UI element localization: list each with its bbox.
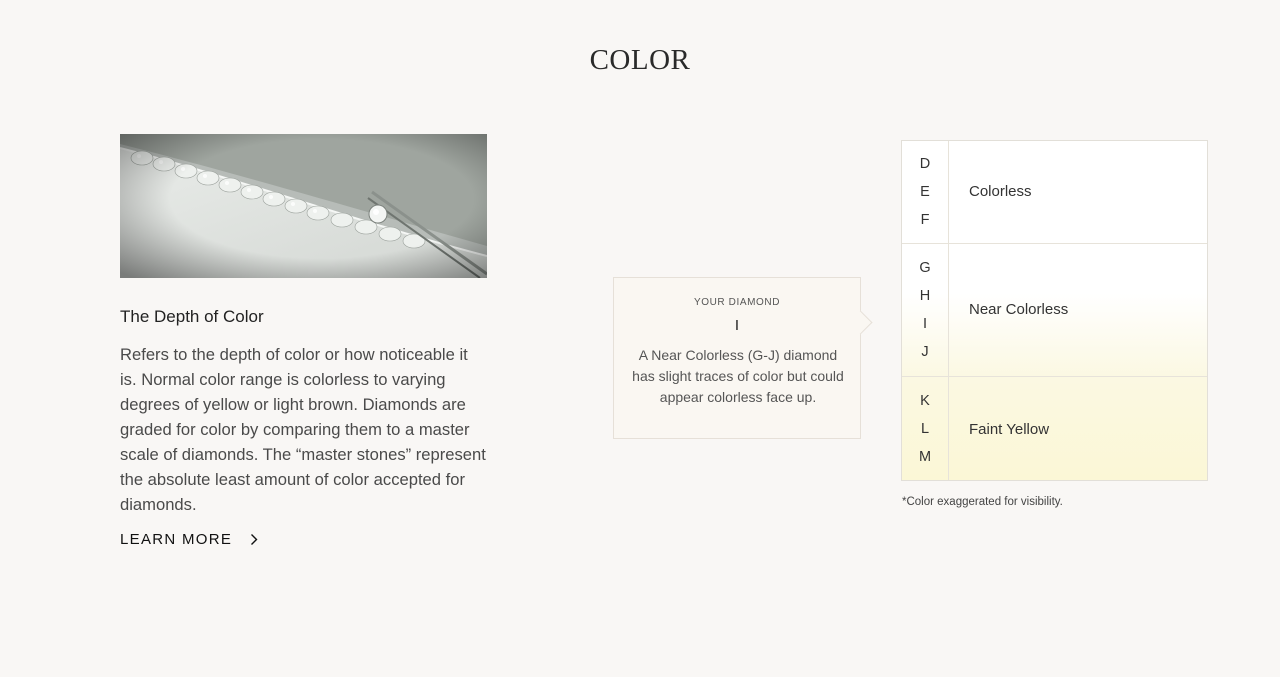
diamond-photo-illustration bbox=[120, 134, 487, 278]
grade-i: I bbox=[922, 316, 928, 332]
band-grades bbox=[902, 254, 948, 366]
scale-band-colorless bbox=[902, 141, 1207, 243]
grade-h: H bbox=[919, 288, 931, 304]
section-heading: The Depth of Color bbox=[120, 307, 264, 326]
scale-band-faint-yellow bbox=[902, 376, 1207, 480]
your-diamond-grade: I bbox=[734, 317, 740, 334]
band-grades bbox=[902, 387, 948, 471]
band-name: Near Colorless bbox=[969, 301, 1069, 318]
grade-g: G bbox=[919, 260, 931, 276]
scale-band-near-colorless bbox=[902, 243, 1207, 376]
your-diamond-description: A Near Colorless (G-J) diamond has slight traces of color but could appear colorless face up. bbox=[632, 347, 844, 405]
grade-e: E bbox=[920, 184, 930, 200]
color-footnote: *Color exaggerated for visibility. bbox=[902, 496, 1063, 508]
learn-more-label: LEARN MORE bbox=[120, 531, 233, 548]
grade-f: F bbox=[920, 212, 930, 228]
band-grades bbox=[902, 150, 948, 234]
learn-more-link[interactable] bbox=[120, 531, 258, 548]
grade-m: M bbox=[918, 449, 932, 465]
band-name: Colorless bbox=[969, 183, 1032, 200]
diamond-photo bbox=[120, 134, 487, 278]
chevron-right-icon bbox=[250, 533, 258, 546]
your-diamond-label: YOUR DIAMOND bbox=[693, 297, 781, 308]
section-description: Refers to the depth of color or how noticeable it is. Normal color range is colorless to varying degrees of yellow or light brown. Diamonds are graded for color by comparing them to a master scale of diamonds. The “master stones” represent the absolute least amount of color accepted for diamonds. bbox=[120, 345, 486, 514]
your-diamond-card bbox=[613, 277, 861, 439]
band-name: Faint Yellow bbox=[969, 421, 1050, 438]
color-scale bbox=[901, 140, 1208, 481]
grade-k: K bbox=[920, 393, 930, 409]
grade-l: L bbox=[920, 421, 930, 437]
page-title: COLOR bbox=[589, 44, 691, 76]
grade-j: J bbox=[921, 344, 929, 360]
grade-d: D bbox=[919, 156, 931, 172]
